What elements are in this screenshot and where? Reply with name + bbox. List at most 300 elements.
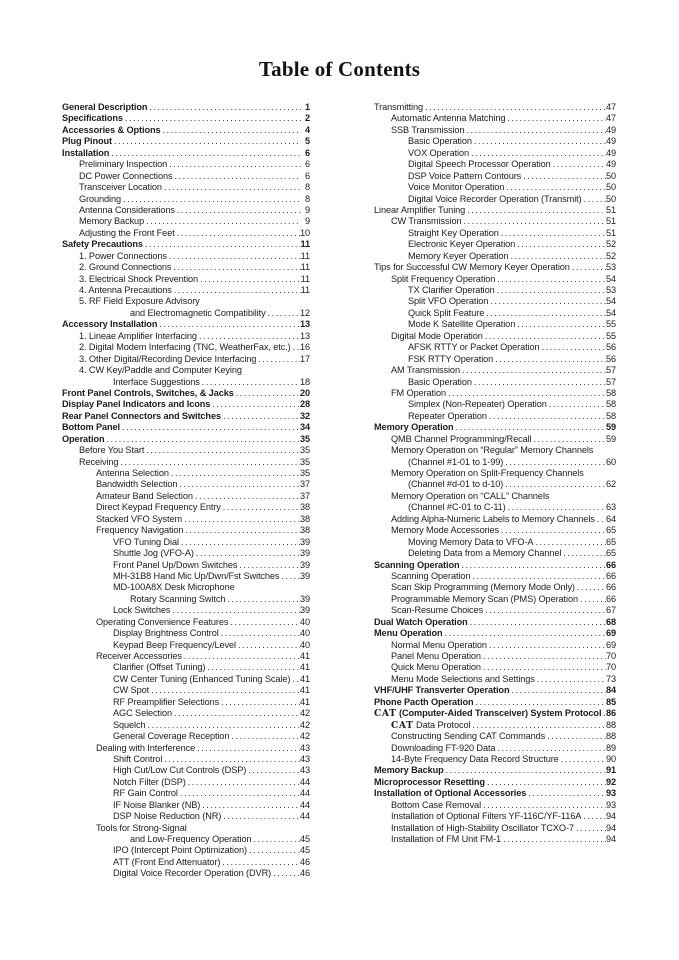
dot-leader	[469, 148, 606, 159]
toc-entry-label: Downloading FT-920 Data	[391, 742, 496, 753]
toc-entry	[374, 251, 616, 262]
toc-entry	[374, 617, 616, 628]
toc-entry-label: Deleting Data from a Memory Channel	[408, 548, 562, 559]
toc-entry-page: 49	[605, 147, 616, 158]
toc-entry-page: 11	[300, 273, 310, 284]
toc-entry-label: Antenna Considerations	[79, 204, 175, 215]
toc-entry-label: Installation of Optional Filters YF-116C/YF-116A	[391, 811, 582, 822]
toc-entry-page: 40	[299, 628, 310, 639]
dot-leader	[561, 548, 606, 559]
dot-leader	[470, 720, 606, 731]
dot-leader	[144, 445, 300, 456]
dot-leader	[423, 102, 606, 113]
dot-leader	[200, 800, 300, 811]
dot-leader	[474, 697, 606, 708]
toc-entry	[374, 422, 616, 433]
dot-leader	[495, 743, 606, 754]
toc-entry	[62, 697, 310, 708]
toc-entry	[62, 765, 310, 776]
toc-entry	[62, 720, 310, 731]
toc-entry-page: 8	[304, 193, 310, 204]
toc-entry-label: Quick Menu Operation	[391, 662, 481, 673]
dot-leader	[481, 662, 606, 673]
toc-entry-label: Split Frequency Operation	[391, 273, 496, 284]
toc-entry-page: 52	[605, 239, 616, 250]
toc-entry-page: 45	[299, 834, 310, 844]
dot-leader	[179, 537, 300, 548]
toc-entry-label: 1. Power Connections	[79, 250, 167, 261]
toc-entry-page: 85	[605, 696, 616, 707]
toc-entry-label: General Description	[62, 102, 148, 112]
dot-leader	[219, 628, 300, 639]
toc-entry-page: 84	[605, 685, 616, 696]
toc-entry-label: (Channel #C-01 to C-11)	[408, 502, 506, 513]
toc-entry-label: 1. Lineae Amplifier Interfacing	[79, 330, 197, 341]
dot-leader	[446, 388, 606, 399]
toc-entry-label: MH-31B8 Hand Mic Up/Dwn/Fst Switches	[113, 570, 280, 581]
toc-entry	[62, 331, 310, 342]
toc-entry-label: Front Panel Up/Down Switches	[113, 559, 238, 570]
toc-entry-page: 51	[605, 227, 616, 238]
dot-leader	[570, 262, 606, 273]
toc-entry	[374, 491, 616, 502]
toc-entry	[62, 834, 310, 845]
toc-entry-page: 50	[605, 182, 616, 193]
toc-entry-page: 32	[299, 410, 310, 421]
toc-entry	[62, 411, 310, 422]
dot-leader	[178, 788, 300, 799]
toc-entry-page: 28	[299, 399, 310, 410]
dot-leader	[266, 308, 300, 319]
toc-entry-page: 54	[605, 273, 616, 284]
toc-entry	[374, 331, 616, 342]
dot-leader	[493, 354, 606, 365]
toc-entry-label: 4. Antenna Precautions	[79, 285, 172, 295]
dot-leader	[236, 640, 300, 651]
toc-entry-page: 11	[300, 285, 310, 295]
toc-entry-page: 49	[605, 124, 616, 135]
dot-leader	[221, 811, 300, 822]
toc-entry	[374, 674, 616, 685]
toc-entry-page: 58	[605, 399, 616, 410]
toc-entry	[374, 765, 616, 776]
toc-entry-label: DSP Voice Pattern Contours	[408, 170, 522, 181]
toc-entry-label: Linear Amplifier Tuning	[374, 204, 466, 215]
toc-column-left	[62, 102, 310, 880]
toc-entry	[374, 434, 616, 445]
toc-entry-label: Grounding	[79, 193, 122, 204]
toc-entry-page: 38	[299, 513, 310, 524]
toc-entry	[62, 560, 310, 571]
toc-entry-label: Menu Operation	[374, 628, 443, 639]
toc-entry-label: Squelch	[113, 719, 146, 730]
toc-entry-label: Before You Start	[79, 445, 145, 456]
dot-leader	[499, 228, 606, 239]
toc-entry-label: Clarifier (Offset Tuning)	[113, 662, 206, 673]
toc-entry-label: Scanning Operation	[391, 570, 471, 581]
dot-leader	[247, 845, 300, 856]
dot-leader	[183, 525, 300, 536]
toc-entry-label: CAT Data Protocol	[391, 719, 471, 731]
toc-entry	[374, 308, 616, 319]
dot-leader	[175, 205, 301, 216]
toc-entry-label: Antenna Selection	[96, 468, 169, 478]
toc-entry-page: 63	[605, 502, 616, 513]
toc-entry-label: Memory Keyer Operation	[408, 250, 509, 261]
toc-entry-page: 41	[299, 696, 310, 707]
toc-entry-label: Accessory Installation	[62, 319, 158, 330]
dot-leader	[505, 113, 606, 124]
dot-leader	[484, 308, 606, 319]
toc-entry-page: 50	[605, 170, 616, 181]
toc-entry	[62, 113, 310, 124]
toc-entry-label: Memory Backup	[374, 765, 444, 776]
toc-entry-label: Plug Pinout	[62, 136, 112, 147]
toc-entry-label: Tools for Strong-Signal	[96, 822, 187, 833]
toc-entry	[374, 216, 616, 227]
toc-entry	[62, 365, 310, 376]
toc-entry	[374, 239, 616, 250]
toc-entry-label: Amateur Band Selection	[96, 490, 193, 501]
toc-entry-label: RF Preamplifier Selections	[113, 696, 220, 707]
toc-entry-label: Operation	[62, 433, 105, 444]
dot-leader	[172, 285, 301, 296]
toc-entry-label: Menu Mode Selections and Settings	[391, 673, 535, 684]
toc-entry-page: 90	[605, 753, 616, 764]
toc-entry-label: Rotary Scanning Switch	[130, 593, 226, 604]
dot-leader	[228, 617, 300, 628]
toc-entry	[62, 228, 310, 239]
toc-entry	[62, 640, 310, 651]
toc-columns	[62, 102, 616, 880]
toc-entry	[62, 479, 310, 490]
toc-entry	[374, 788, 616, 799]
toc-entry-label: FM Operation	[391, 387, 446, 398]
toc-entry-label: Dealing with Interference	[96, 742, 196, 753]
dot-leader	[198, 274, 301, 285]
toc-entry	[374, 228, 616, 239]
dot-leader	[182, 651, 300, 662]
toc-entry-label: Bottom Case Removal	[391, 799, 482, 810]
toc-entry-label: Scanning Operation	[374, 559, 460, 570]
cat-logo: CAT	[391, 719, 414, 731]
dot-leader	[504, 182, 606, 193]
toc-entry-label: Bottom Panel	[62, 422, 121, 433]
toc-entry-page: 51	[605, 204, 616, 215]
dot-leader	[177, 479, 300, 490]
toc-entry-label: SSB Transmission	[391, 124, 465, 135]
toc-entry	[62, 514, 310, 525]
toc-entry-page: 60	[605, 456, 616, 467]
dot-leader	[220, 857, 300, 868]
dot-leader	[481, 651, 606, 662]
toc-entry	[62, 788, 310, 799]
dot-leader	[481, 800, 606, 811]
cat-logo: CAT	[374, 708, 397, 720]
toc-entry	[62, 285, 310, 296]
dot-leader	[186, 777, 300, 788]
toc-entry-label: Specifications	[62, 113, 123, 124]
toc-entry-label: Normal Menu Operation	[391, 639, 487, 650]
toc-entry	[374, 319, 616, 330]
toc-entry	[62, 194, 310, 205]
toc-entry-page: 35	[299, 456, 310, 467]
toc-entry-page: 89	[605, 742, 616, 753]
toc-entry-label: Installation of FM Unit FM-1	[391, 834, 502, 844]
toc-entry-page: 46	[299, 868, 310, 879]
toc-entry-label: AM Transmission	[391, 365, 460, 376]
toc-entry-label: IPO (Intercept Point Optimization)	[113, 845, 247, 856]
toc-entry-label: Mode K Satellite Operation	[408, 319, 516, 330]
toc-entry-label: RF Gain Control	[113, 788, 178, 799]
toc-entry-label: Notch Filter (DSP)	[113, 776, 186, 787]
toc-entry	[62, 422, 310, 433]
toc-entry	[374, 731, 616, 742]
toc-entry-page: 44	[299, 799, 310, 810]
dot-leader	[499, 525, 606, 536]
toc-entry-page: 42	[299, 731, 310, 742]
toc-entry-page: 41	[299, 673, 310, 684]
dot-leader	[461, 216, 605, 227]
dot-leader	[454, 422, 606, 433]
dot-leader	[251, 834, 300, 845]
toc-entry	[62, 537, 310, 548]
dot-leader	[197, 331, 300, 342]
toc-entry	[62, 102, 310, 113]
dot-leader	[495, 285, 606, 296]
toc-entry-label: QMB Channel Programming/Recall	[391, 433, 532, 444]
toc-entry	[62, 125, 310, 136]
toc-entry-label: DSP Noise Reduction (NR)	[113, 811, 222, 822]
toc-entry-label: VFO Tuning Dial	[113, 536, 179, 547]
toc-entry-label: Digital Mode Operation	[391, 330, 483, 341]
dot-leader	[256, 354, 300, 365]
dot-leader	[483, 605, 606, 616]
toc-entry-page: 57	[605, 365, 616, 376]
toc-entry-page: 52	[605, 250, 616, 261]
toc-entry	[62, 582, 310, 593]
toc-entry	[374, 102, 616, 113]
toc-entry-label: CAT (Computer-Aided Transceiver) System Protocol	[374, 708, 602, 720]
toc-entry-label: Display Brightness Control	[113, 628, 219, 639]
toc-entry-page: 53	[605, 262, 616, 273]
toc-entry-page: 39	[299, 536, 310, 547]
dot-leader	[495, 274, 606, 285]
toc-entry-label: Interface Suggestions	[113, 376, 200, 387]
toc-entry	[62, 491, 310, 502]
toc-entry-label: Memory Operation on “CALL” Channels	[391, 490, 550, 501]
toc-entry-page: 69	[605, 639, 616, 650]
toc-entry-page: 39	[299, 559, 310, 570]
dot-leader	[210, 399, 300, 410]
toc-entry-label: DC Power Connections	[79, 170, 173, 181]
toc-entry	[374, 743, 616, 754]
toc-entry-label: Electronic Keyer Operation	[408, 239, 516, 250]
toc-entry-page: 39	[299, 570, 310, 581]
toc-entry-page: 10	[299, 227, 310, 238]
toc-entry	[62, 205, 310, 216]
toc-entry	[62, 159, 310, 170]
toc-entry	[374, 445, 616, 456]
toc-entry-label: (Channel #d-01 to d-10)	[408, 479, 504, 490]
dot-leader	[595, 514, 606, 525]
toc-entry	[62, 182, 310, 193]
toc-entry	[374, 514, 616, 525]
toc-entry-page: 92	[605, 776, 616, 787]
toc-entry	[374, 708, 616, 719]
toc-entry-page: 13	[299, 319, 310, 330]
toc-entry-page: 17	[299, 353, 310, 364]
dot-leader	[225, 594, 300, 605]
toc-entry	[62, 594, 310, 605]
toc-entry	[62, 662, 310, 673]
dot-leader	[460, 560, 606, 571]
toc-entry-page: 44	[299, 788, 310, 799]
toc-entry	[62, 468, 310, 479]
dot-leader	[205, 662, 300, 673]
toc-entry-page: 43	[299, 753, 310, 764]
toc-entry	[62, 457, 310, 468]
toc-entry-label: Shift Control	[113, 753, 163, 764]
toc-entry-label: Installation of High-Stability Oscillator TCXO-7	[391, 822, 574, 833]
toc-entry-page: 70	[605, 651, 616, 661]
dot-leader	[105, 434, 300, 445]
toc-entry-label: Transmitting	[374, 102, 424, 112]
toc-entry	[374, 296, 616, 307]
toc-entry	[374, 651, 616, 662]
toc-entry-label: Memory Operation	[374, 422, 454, 433]
toc-entry-label: and Low-Frequency Operation	[130, 834, 252, 844]
dot-leader	[483, 331, 606, 342]
dot-leader	[246, 765, 300, 776]
toc-entry-page: 37	[299, 479, 310, 490]
dot-leader	[464, 125, 606, 136]
dot-leader	[221, 411, 300, 422]
toc-entry	[62, 811, 310, 822]
toc-entry-page: 94	[605, 834, 616, 844]
toc-entry-page: 91	[605, 765, 616, 776]
toc-entry	[62, 845, 310, 856]
toc-entry	[62, 171, 310, 182]
dot-leader	[578, 594, 606, 605]
toc-entry	[374, 525, 616, 536]
toc-entry	[374, 411, 616, 422]
toc-entry-label: 3. Other Digital/Recording Device Interfacing	[79, 353, 257, 364]
toc-entry-page: 49	[605, 159, 616, 170]
dot-leader	[172, 708, 300, 719]
toc-entry	[374, 628, 616, 639]
toc-entry-label: Tips for Successful CW Memory Keyer Operation	[374, 262, 570, 273]
toc-entry-page: 56	[605, 342, 616, 353]
toc-entry	[374, 285, 616, 296]
toc-entry-label: IF Noise Blanker (NB)	[113, 799, 201, 810]
toc-entry	[62, 251, 310, 262]
toc-entry-page: 94	[605, 822, 616, 833]
toc-entry-label: Quick Split Feature	[408, 307, 485, 318]
toc-entry-page: 66	[605, 593, 616, 604]
toc-entry	[374, 823, 616, 834]
toc-entry-page: 41	[299, 662, 310, 673]
toc-entry	[62, 239, 310, 250]
toc-entry-label: Split VFO Operation	[408, 296, 489, 307]
dot-leader	[551, 159, 606, 170]
toc-entry	[374, 502, 616, 513]
toc-entry-label: 14-Byte Frequency Data Record Structure	[391, 753, 559, 764]
toc-entry	[374, 194, 616, 205]
toc-entry-page: 54	[605, 307, 616, 318]
dot-leader	[581, 811, 606, 822]
dot-leader	[531, 434, 605, 445]
toc-entry-page: 9	[304, 216, 310, 227]
toc-entry-label: Memory Operation on “Regular” Memory Channels	[391, 445, 594, 456]
toc-entry	[374, 640, 616, 651]
toc-entry-label: Stacked VFO System	[96, 513, 183, 524]
toc-entry-page: 58	[605, 410, 616, 421]
toc-entry-label: Safety Precautions	[62, 239, 143, 250]
dot-leader	[508, 251, 606, 262]
toc-entry	[62, 868, 310, 879]
toc-entry-page: 59	[605, 422, 616, 433]
toc-entry-page: 65	[605, 536, 616, 547]
toc-entry-page: 44	[299, 811, 310, 822]
toc-entry-label: Frequency Navigation	[96, 525, 184, 536]
toc-entry-label: Operating Convenience Features	[96, 616, 229, 627]
toc-entry	[374, 342, 616, 353]
toc-entry	[62, 342, 310, 353]
toc-entry	[62, 571, 310, 582]
toc-entry-label: Direct Keypad Frequency Entry	[96, 502, 221, 513]
dot-leader	[470, 571, 606, 582]
toc-entry-label: Lock Switches	[113, 605, 171, 616]
toc-entry-page: 42	[299, 719, 310, 730]
dot-leader	[120, 422, 300, 433]
dot-leader	[582, 194, 606, 205]
dot-leader	[170, 605, 300, 616]
dot-leader	[147, 102, 301, 113]
dot-leader	[112, 136, 301, 147]
toc-entry-page: 65	[605, 525, 616, 536]
dot-leader	[575, 582, 606, 593]
toc-entry-page: 59	[605, 433, 616, 444]
toc-entry-page: 37	[299, 490, 310, 501]
toc-entry-page: 93	[605, 788, 616, 799]
dot-leader	[195, 743, 300, 754]
toc-entry	[374, 777, 616, 788]
toc-entry	[374, 594, 616, 605]
dot-leader	[540, 342, 606, 353]
dot-leader	[574, 823, 606, 834]
toc-entry-label: AFSK RTTY or Packet Operation	[408, 342, 540, 353]
toc-entry-page: 41	[299, 685, 310, 696]
dot-leader	[444, 765, 606, 776]
toc-entry	[62, 274, 310, 285]
dot-leader	[559, 754, 606, 765]
toc-entry	[62, 617, 310, 628]
toc-entry-page: 38	[299, 525, 310, 536]
toc-column-right	[374, 102, 616, 880]
toc-entry-label: VOX Operation	[408, 147, 470, 158]
toc-entry-page: 58	[605, 387, 616, 398]
page-title: Table of Contents	[258, 57, 421, 81]
toc-entry	[62, 548, 310, 559]
toc-entry	[374, 125, 616, 136]
toc-entry-page: 46	[299, 856, 310, 867]
toc-entry-label: Receiver Accessories	[96, 651, 182, 661]
dot-leader	[193, 491, 300, 502]
toc-entry-page: 55	[605, 330, 616, 341]
toc-entry-label: Adjusting the Front Feet	[79, 227, 175, 238]
toc-entry	[62, 800, 310, 811]
